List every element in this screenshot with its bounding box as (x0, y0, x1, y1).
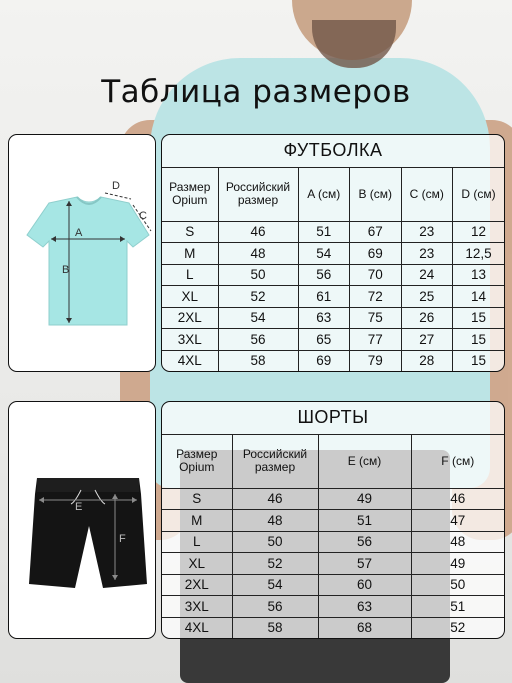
label-b: B (62, 264, 70, 276)
table-cell: 24 (401, 264, 453, 286)
table-row (162, 221, 504, 243)
table-cell: 23 (401, 243, 453, 265)
table-cell: 58 (218, 350, 298, 371)
table-cell: 2XL (162, 574, 232, 596)
table-cell: 48 (411, 531, 504, 553)
table-cell: 63 (318, 596, 411, 618)
tshirt-shape (27, 197, 149, 325)
table-cell: 50 (218, 264, 298, 286)
table-cell: 49 (318, 488, 411, 510)
table-cell: 79 (350, 350, 402, 371)
shorts-shape (29, 478, 147, 588)
table-cell: 56 (232, 596, 318, 618)
table-cell: 15 (453, 329, 505, 351)
table-row (162, 286, 504, 308)
table-cell: 12,5 (453, 243, 505, 265)
table-cell: 69 (298, 350, 350, 371)
tshirt-header-cell: A (см) (298, 167, 350, 221)
table-cell: 13 (453, 264, 505, 286)
table-cell: 63 (298, 307, 350, 329)
table-cell: 27 (401, 329, 453, 351)
table-cell: 52 (218, 286, 298, 308)
table-cell: 54 (232, 574, 318, 596)
label-d: D (112, 180, 120, 192)
table-row (162, 329, 504, 351)
table-row (162, 531, 504, 553)
table-row (162, 243, 504, 265)
table-cell: 75 (350, 307, 402, 329)
table-cell: 60 (318, 574, 411, 596)
table-cell: 15 (453, 307, 505, 329)
tshirt-header-row (162, 167, 504, 221)
table-cell: 68 (318, 617, 411, 638)
table-cell: 12 (453, 221, 505, 243)
table-cell: 14 (453, 286, 505, 308)
table-cell: 25 (401, 286, 453, 308)
table-cell: 28 (401, 350, 453, 371)
table-cell: 52 (232, 553, 318, 575)
table-cell: 51 (411, 596, 504, 618)
table-cell: M (162, 510, 232, 532)
tshirt-header-cell: C (см) (401, 167, 453, 221)
table-cell: S (162, 488, 232, 510)
table-cell: 56 (298, 264, 350, 286)
table-cell: 50 (411, 574, 504, 596)
tshirt-header-cell: D (см) (453, 167, 505, 221)
shorts-header-cell: E (см) (318, 434, 411, 488)
tshirt-size-table (161, 134, 505, 372)
table-cell: 54 (298, 243, 350, 265)
table-cell: 51 (318, 510, 411, 532)
label-a: A (75, 227, 83, 239)
table-cell: L (162, 264, 218, 286)
shorts-header-cell: F (см) (411, 434, 504, 488)
table-cell: 47 (411, 510, 504, 532)
table-cell: 15 (453, 350, 505, 371)
table-cell: 51 (298, 221, 350, 243)
table-cell: XL (162, 286, 218, 308)
table-cell: 61 (298, 286, 350, 308)
table-cell: 72 (350, 286, 402, 308)
table-row (162, 510, 504, 532)
table-cell: S (162, 221, 218, 243)
shorts-header-cell: Размер Opium (162, 434, 232, 488)
shorts-diagram (9, 402, 155, 638)
table-cell: 26 (401, 307, 453, 329)
table-cell: 56 (218, 329, 298, 351)
table-row (162, 264, 504, 286)
table-cell: 54 (218, 307, 298, 329)
table-cell: M (162, 243, 218, 265)
page-title: Таблица размеров (101, 74, 411, 110)
tshirt-diagram-panel (8, 134, 156, 372)
table-cell: 4XL (162, 617, 232, 638)
table-cell: L (162, 531, 232, 553)
table-cell: 4XL (162, 350, 218, 371)
table-cell: 58 (232, 617, 318, 638)
table-row (162, 553, 504, 575)
table-row (162, 350, 504, 371)
table-cell: 70 (350, 264, 402, 286)
tshirt-diagram (9, 135, 155, 371)
table-cell: 77 (350, 329, 402, 351)
shorts-header-cell: Российский размер (232, 434, 318, 488)
table-cell: 50 (232, 531, 318, 553)
label-e: E (75, 501, 83, 513)
table-row (162, 617, 504, 638)
table-cell: 56 (318, 531, 411, 553)
tshirt-section-title: ФУТБОЛКА (162, 135, 504, 167)
table-cell: 48 (218, 243, 298, 265)
table-cell: 2XL (162, 307, 218, 329)
table-cell: 46 (232, 488, 318, 510)
table-cell: 52 (411, 617, 504, 638)
table-row (162, 574, 504, 596)
table-cell: 48 (232, 510, 318, 532)
table-cell: 49 (411, 553, 504, 575)
table-cell: 65 (298, 329, 350, 351)
tshirt-header-cell: B (см) (350, 167, 402, 221)
table-cell: 67 (350, 221, 402, 243)
table-cell: 3XL (162, 596, 232, 618)
tshirt-header-cell: Размер Opium (162, 167, 218, 221)
label-c: C (139, 210, 147, 222)
table-cell: 46 (411, 488, 504, 510)
shorts-diagram-panel (8, 401, 156, 639)
label-f: F (119, 533, 126, 545)
table-cell: 46 (218, 221, 298, 243)
shorts-section-title: ШОРТЫ (162, 402, 504, 434)
table-cell: 23 (401, 221, 453, 243)
table-row (162, 307, 504, 329)
table-cell: XL (162, 553, 232, 575)
table-cell: 69 (350, 243, 402, 265)
shorts-header-row (162, 434, 504, 488)
table-cell: 57 (318, 553, 411, 575)
shorts-size-table (161, 401, 505, 639)
table-row (162, 488, 504, 510)
table-row (162, 596, 504, 618)
tshirt-header-cell: Российский размер (218, 167, 298, 221)
table-cell: 3XL (162, 329, 218, 351)
